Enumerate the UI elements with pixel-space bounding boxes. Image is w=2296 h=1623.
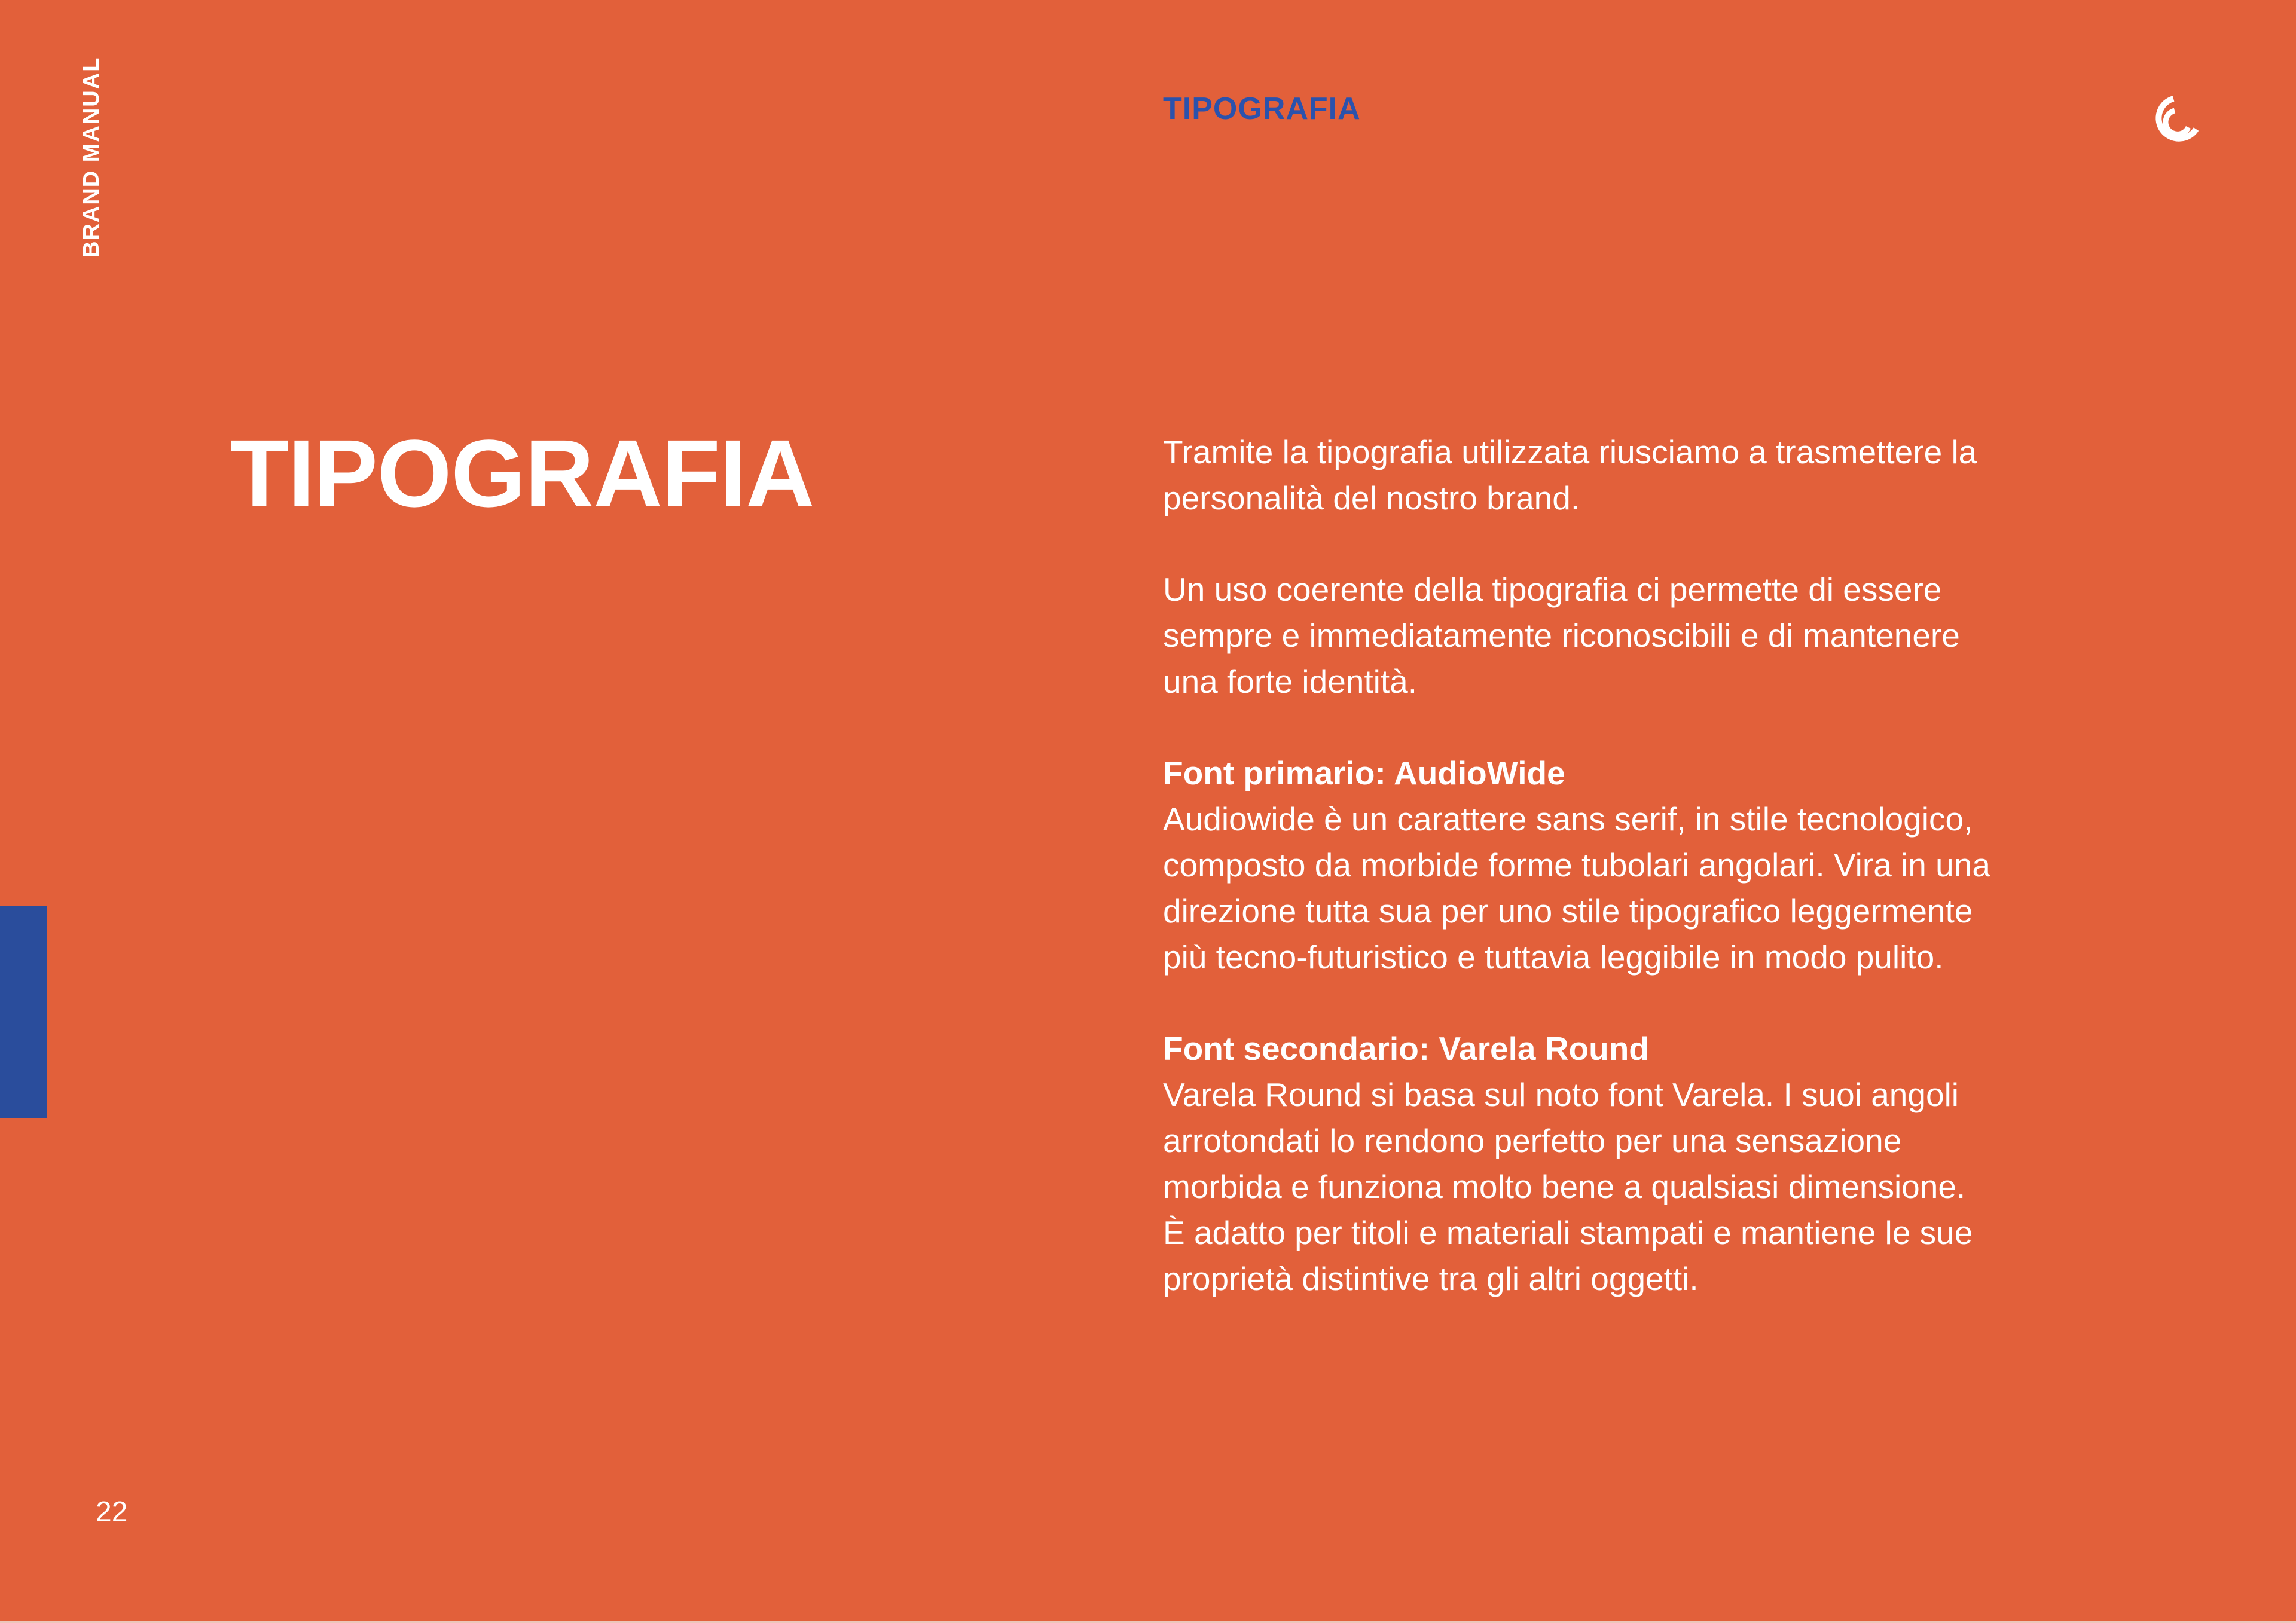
paragraph-coherence xyxy=(1163,567,2120,705)
text-line: arrotondati lo rendono perfetto per una sensazione xyxy=(1163,1122,1902,1159)
text-line: Varela Round si basa sul noto font Varela. I suoi angoli xyxy=(1163,1076,1959,1113)
brand-manual-vertical-label: BRAND MANUAL xyxy=(79,56,104,258)
page-number: 22 xyxy=(96,1496,128,1528)
text-line: Tramite la tipografia utilizzata riusciamo a trasmettere la xyxy=(1163,433,1977,470)
text-line: morbida e funziona molto bene a qualsiasi dimensione. xyxy=(1163,1168,1966,1205)
bottom-edge-strip xyxy=(0,1621,2296,1623)
text-line: personalità del nostro brand. xyxy=(1163,479,1580,516)
blue-accent-bar xyxy=(0,906,47,1118)
primary-font-heading: Font primario: AudioWide xyxy=(1163,754,1565,791)
text-line: Audiowide è un carattere sans serif, in stile tecnologico, xyxy=(1163,800,1973,838)
body-text-column xyxy=(1163,429,2120,1302)
section-heading: TIPOGRAFIA xyxy=(1163,91,1361,126)
text-line: direzione tutta sua per uno stile tipografico leggermente xyxy=(1163,893,1973,930)
text-line: proprietà distintive tra gli altri oggetti. xyxy=(1163,1260,1699,1297)
text-line: Un uso coerente della tipografia ci permette di essere xyxy=(1163,571,1942,608)
text-line: sempre e immediatamente riconoscibili e di mantenere xyxy=(1163,617,1960,654)
page-title: TIPOGRAFIA xyxy=(230,420,814,527)
text-line: una forte identità. xyxy=(1163,663,1418,700)
paragraph-intro xyxy=(1163,429,2120,521)
secondary-font-heading: Font secondario: Varela Round xyxy=(1163,1030,1649,1067)
text-line: composto da morbide forme tubolari angolari. Vira in una xyxy=(1163,846,1990,884)
brand-logo-icon xyxy=(2151,96,2199,149)
text-line: più tecno-futuristico e tuttavia leggibile in modo pulito. xyxy=(1163,939,1944,976)
paragraph-secondary-font xyxy=(1163,1026,2120,1302)
paragraph-primary-font xyxy=(1163,750,2120,980)
text-line: È adatto per titoli e materiali stampati e mantiene le sue xyxy=(1163,1214,1973,1251)
